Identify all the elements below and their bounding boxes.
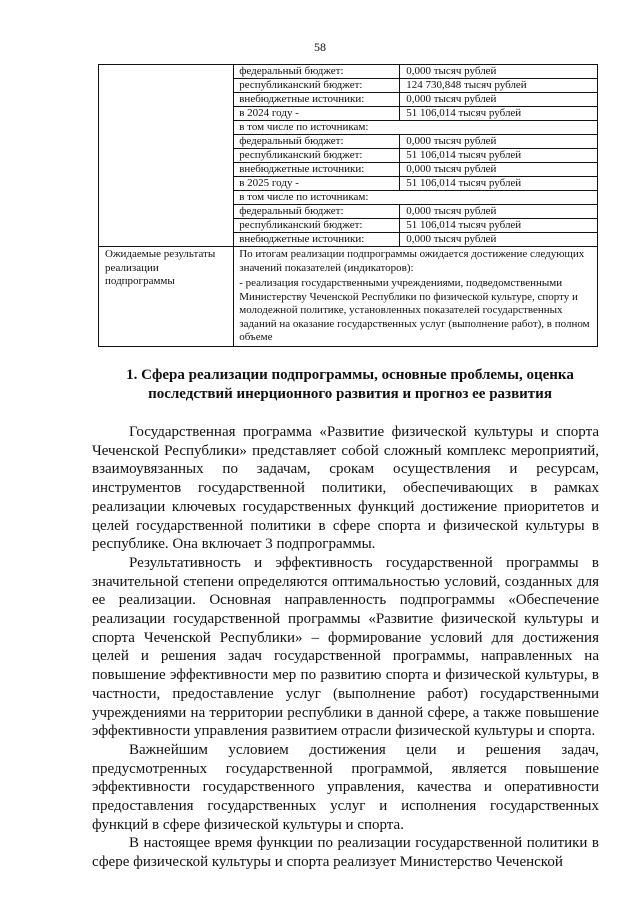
finance-label: внебюджетные источники: [234, 163, 400, 176]
finance-value: 51 106,014 тысяч рублей [406, 177, 522, 189]
financing-row [99, 65, 598, 247]
finance-row [234, 177, 597, 191]
finance-label: республиканский бюджет: [234, 219, 400, 232]
finance-label: в 2024 году - [234, 107, 400, 120]
finance-row [234, 205, 597, 219]
finance-value: 0,000 тысяч рублей [406, 163, 497, 175]
finance-label: федеральный бюджет: [234, 65, 400, 78]
finance-row [234, 107, 597, 121]
finance-row [234, 121, 597, 135]
results-text-cell [234, 247, 598, 347]
finance-value: 124 730,848 тысяч рублей [406, 79, 527, 91]
finance-label: внебюджетные источники: [234, 233, 400, 246]
paragraph: В настоящее время функции по реализации государственной политики в сфере физической культуры и спорта реализует Министерство Чеченской [92, 835, 599, 871]
finance-label: республиканский бюджет: [234, 149, 400, 162]
results-label: Ожидаемые результаты реализации подпрограммы [105, 248, 216, 287]
section-heading: 1. Сфера реализации подпрограммы, основные проблемы, оценка последствий инерционного развития и прогноз ее развития [126, 367, 574, 402]
page-number: 58 [314, 40, 326, 54]
paragraph: Важнейшим условием достижения цели и решения задач, предусмотренных государственной программой, является повышение эффективности государственного управления, качества и оперативности предоставления государственных услуг и исполнения государственных функций в сфере физической культуры и спорта. [92, 741, 599, 833]
financing-table [98, 64, 598, 347]
finance-row [234, 65, 597, 79]
table-cell-empty [99, 65, 234, 247]
finance-row [234, 135, 597, 149]
finance-row [234, 93, 597, 107]
finance-value: 0,000 тысяч рублей [406, 233, 497, 245]
paragraph: Государственная программа «Развитие физической культуры и спорта Чеченской Республики» представляет собой сложный комплекс мероприятий, взаимоувязанных по задачам, срокам осуществления и ресурсам, инструментов государственной политики, обеспечивающих в рамках реализации ключевых государственных функций достижение приоритетов и целей государственной политики в сфере спорта и физической культуры в республике. Она включает 3 подпрограммы. [92, 424, 599, 553]
finance-label: в 2025 году - [234, 177, 400, 190]
finance-label: федеральный бюджет: [234, 205, 400, 218]
financing-breakdown [234, 65, 598, 247]
finance-row [234, 219, 597, 233]
results-row [99, 247, 598, 347]
finance-label: внебюджетные источники: [234, 93, 400, 106]
finance-value: 0,000 тысяч рублей [406, 93, 497, 105]
finance-value: 0,000 тысяч рублей [406, 65, 497, 77]
body-text [92, 423, 599, 872]
finance-value: 0,000 тысяч рублей [406, 135, 497, 147]
finance-value: 51 106,014 тысяч рублей [406, 219, 522, 231]
finance-value: 51 106,014 тысяч рублей [406, 149, 522, 161]
results-text: По итогам реализации подпрограммы ожидается достижение следующих значений показателей (индикаторов): [239, 248, 585, 274]
finance-label: республиканский бюджет: [234, 79, 400, 92]
finance-row [234, 163, 597, 177]
finance-row [234, 191, 597, 205]
finance-value: 51 106,014 тысяч рублей [406, 107, 522, 119]
paragraph: Результативность и эффективность государственной программы в значительной степени определяются оптимальностью условий, созданных для ее реализации. Основная направленность подпрограммы «Обеспечение реализации государственной программы «Развитие физической культуры и спорта Чеченской Республики» – формирование условий для достижения целей и решения задач государственной программы, направленных на повышение эффективности мер по развитию спорта и физической культуры, в частности, предоставление услуг (выполнение работ) государственными учреждениями на территории республики в данной сфере, а также повышение эффективности управления развитием отрасли физической культуры и спорта. [92, 554, 599, 740]
finance-label: в том числе по источникам: [239, 191, 369, 203]
finance-row [234, 79, 597, 93]
finance-label: федеральный бюджет: [234, 135, 400, 148]
finance-value: 0,000 тысяч рублей [406, 205, 497, 217]
finance-label: в том числе по источникам: [239, 121, 369, 133]
results-label-cell [99, 247, 234, 347]
finance-row [234, 149, 597, 163]
finance-row [234, 233, 597, 246]
results-item: - реализация государственными учреждениями, подведомственными Министерству Чеченской Республики по физической культуре, спорту и молодежной политике, установленных показателей государственных заданий на оказание государственных услуг (выполнение работ), в полном объеме [239, 277, 590, 343]
